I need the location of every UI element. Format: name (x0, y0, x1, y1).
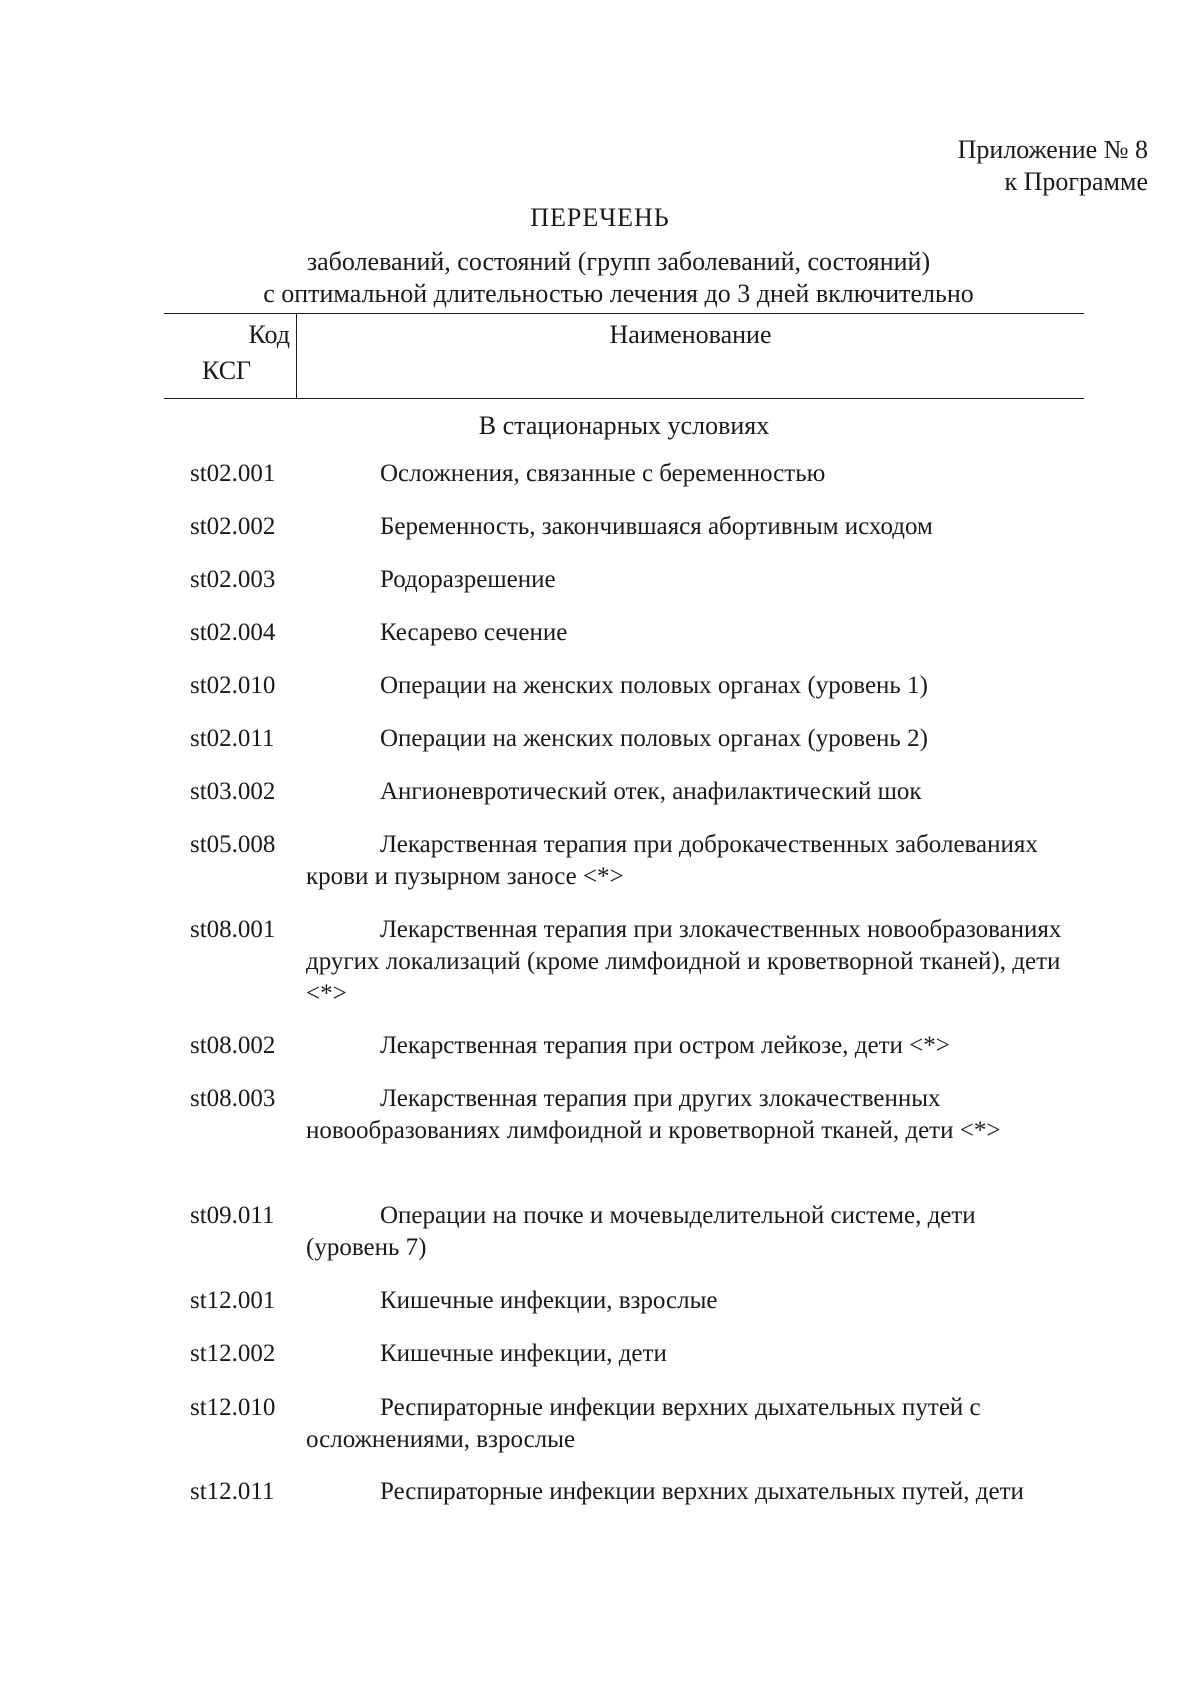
appendix-program: к Программе (1004, 167, 1148, 196)
row-code: st08.003 (190, 1085, 276, 1112)
row-code: st02.002 (190, 513, 276, 540)
row-name: Операции на почке и мочевыделительной системе, дети (уровень 7) (306, 1202, 976, 1261)
row-name: Ангионевротический отек, анафилактический шок (380, 778, 922, 805)
document-subtitle (152, 246, 1085, 310)
row-name: Респираторные инфекции верхних дыхательных путей с осложнениями, взрослые (306, 1394, 981, 1453)
row-name: Лекарственная терапия при доброкачественных заболеваниях крови и пузырном заносе <*> (306, 831, 1038, 890)
row-code: st02.001 (190, 460, 276, 487)
row-name: Лекарственная терапия при злокачественных новообразованиях других локализаций (кроме лимфоидной и кроветворной тканей), дети <*> (306, 916, 1062, 1007)
appendix-number: Приложение № 8 (957, 135, 1148, 164)
row-code: st02.011 (190, 725, 275, 752)
row-name: Кишечные инфекции, взрослые (380, 1287, 718, 1314)
row-code: st12.011 (190, 1478, 275, 1505)
subtitle-line-2: с оптимальной длительностью лечения до 3 дней включительно (263, 279, 974, 308)
subtitle-line-1: заболеваний, состояний (групп заболеваний, состояний) (306, 247, 931, 276)
row-name: Респираторные инфекции верхних дыхательных путей, дети (380, 1478, 1024, 1505)
row-code: st12.001 (190, 1287, 276, 1314)
row-name: Операции на женских половых органах (уровень 1) (380, 672, 928, 699)
row-name: Беременность, закончившаяся абортивным исходом (380, 513, 933, 540)
header-code-line-2: КСГ (202, 356, 252, 385)
row-code: st03.002 (190, 778, 276, 805)
row-name: Осложнения, связанные с беременностью (380, 460, 826, 487)
appendix-label (958, 134, 1148, 198)
row-name: Лекарственная терапия при остром лейкозе, дети <*> (380, 1032, 950, 1059)
header-code-cell (164, 314, 297, 398)
row-name: Лекарственная терапия при других злокачественных новообразованиях лимфоидной и кроветворной тканей, дети <*> (306, 1085, 1001, 1144)
row-code: st08.001 (190, 916, 276, 943)
document-title: ПЕРЕЧЕНЬ (530, 203, 670, 232)
header-name-cell: Наименование (609, 320, 772, 349)
header-code-line-1: Код (248, 320, 290, 349)
row-code: st09.011 (190, 1202, 275, 1229)
row-name: Родоразрешение (380, 566, 556, 593)
row-code: st08.002 (190, 1032, 276, 1059)
row-code: st02.010 (190, 672, 276, 699)
row-name: Кесарево сечение (380, 619, 568, 646)
row-code: st12.010 (190, 1394, 276, 1421)
table-header (164, 313, 1084, 399)
row-code: st12.002 (190, 1340, 276, 1367)
row-code: st05.008 (190, 831, 276, 858)
row-code: st02.003 (190, 566, 276, 593)
row-name: Операции на женских половых органах (уровень 2) (380, 725, 928, 752)
row-name: Кишечные инфекции, дети (380, 1340, 667, 1367)
section-title: В стационарных условиях (478, 411, 770, 440)
row-code: st02.004 (190, 619, 276, 646)
